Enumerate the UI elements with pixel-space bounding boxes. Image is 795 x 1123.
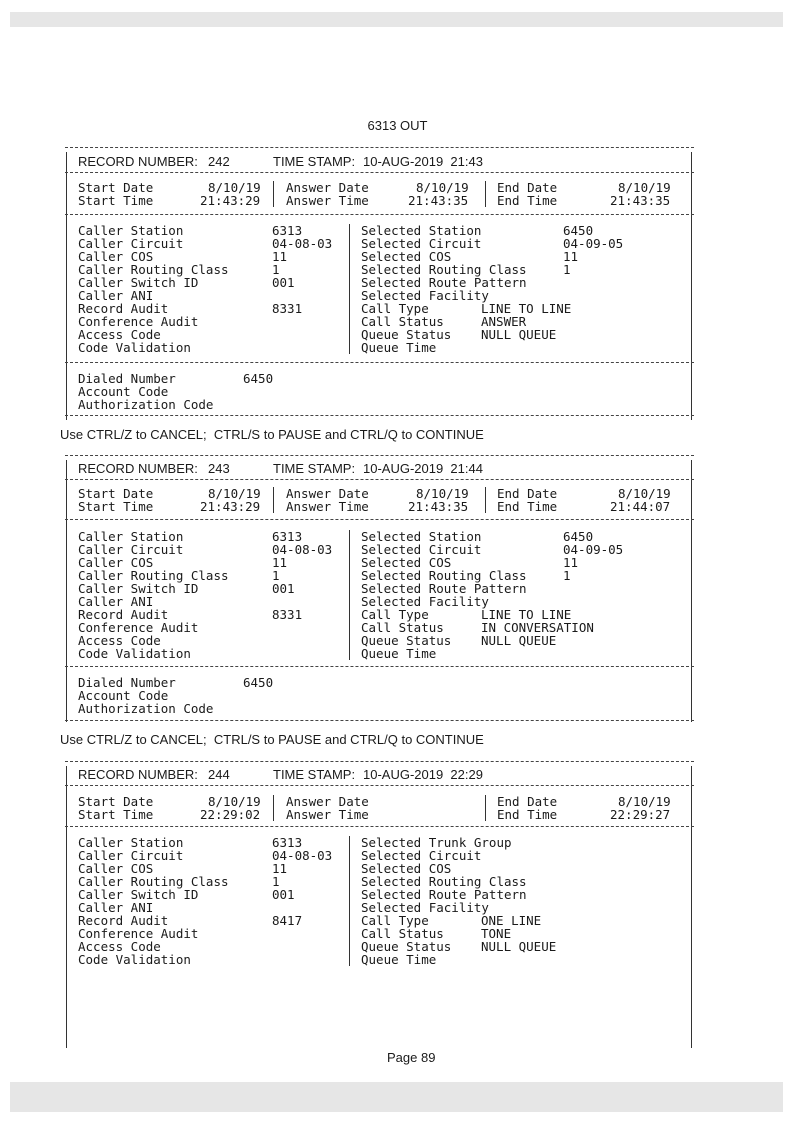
- divider: [65, 455, 694, 456]
- selected-cos-value: 11: [563, 249, 579, 264]
- authorization-code-label: Authorization Code: [78, 701, 214, 716]
- caller-station-label: Caller Station: [78, 529, 184, 544]
- time-stamp-label: TIME STAMP:: [273, 154, 356, 169]
- call-type-value: LINE TO LINE: [481, 607, 572, 622]
- caller-switch-id-label: Caller Switch ID: [78, 581, 199, 596]
- caller-station-value: 6313: [272, 529, 303, 544]
- record-number-label: RECORD NUMBER:: [78, 154, 198, 169]
- selected-routing-class-label: Selected Routing Class: [361, 262, 527, 277]
- separator: [485, 487, 486, 513]
- access-code-label: Access Code: [78, 327, 161, 342]
- end-date-value: 8/10/19: [618, 794, 671, 809]
- start-time-label: Start Time: [78, 193, 154, 208]
- divider: [65, 720, 694, 721]
- selected-routing-class-label: Selected Routing Class: [361, 568, 527, 583]
- time-stamp-value: 10-AUG-2019 21:43: [363, 154, 483, 169]
- selected-cos-label: Selected COS: [361, 861, 452, 876]
- answer-date-label: Answer Date: [286, 794, 369, 809]
- answer-date-value: 8/10/19: [416, 486, 469, 501]
- queue-status-value: NULL QUEUE: [481, 327, 557, 342]
- divider: [65, 479, 694, 480]
- conference-audit-label: Conference Audit: [78, 314, 199, 329]
- selected-cos-label: Selected COS: [361, 555, 452, 570]
- caller-circuit-label: Caller Circuit: [78, 542, 184, 557]
- dialed-number-value: 6450: [243, 675, 274, 690]
- end-time-value: 21:43:35: [610, 193, 671, 208]
- time-stamp-value: 10-AUG-2019 22:29: [363, 767, 483, 782]
- account-code-label: Account Code: [78, 688, 169, 703]
- record-number-value: 244: [208, 767, 230, 782]
- call-status-label: Call Status: [361, 620, 444, 635]
- selected-circuit-value: 04-09-05: [563, 542, 624, 557]
- border-left: [66, 152, 67, 420]
- border-left: [66, 766, 67, 1048]
- record-audit-label: Record Audit: [78, 913, 169, 928]
- call-status-label: Call Status: [361, 314, 444, 329]
- queue-status-value: NULL QUEUE: [481, 939, 557, 954]
- conference-audit-label: Conference Audit: [78, 620, 199, 635]
- caller-ani-label: Caller ANI: [78, 594, 154, 609]
- queue-status-label: Queue Status: [361, 939, 452, 954]
- record-audit-label: Record Audit: [78, 607, 169, 622]
- time-stamp-label: TIME STAMP:: [273, 461, 356, 476]
- separator: [349, 224, 350, 354]
- answer-date-label: Answer Date: [286, 486, 369, 501]
- dialed-number-label: Dialed Number: [78, 371, 176, 386]
- queue-status-label: Queue Status: [361, 633, 452, 648]
- divider: [65, 415, 694, 416]
- divider: [65, 147, 694, 148]
- record-audit-value: 8417: [272, 913, 303, 928]
- caller-circuit-value: 04-08-03: [272, 236, 333, 251]
- answer-time-value: 21:43:35: [408, 193, 469, 208]
- call-status-value: ANSWER: [481, 314, 527, 329]
- end-time-label: End Time: [497, 807, 558, 822]
- caller-switch-id-value: 001: [272, 581, 295, 596]
- caller-ani-label: Caller ANI: [78, 900, 154, 915]
- dialed-number-value: 6450: [243, 371, 274, 386]
- caller-station-label: Caller Station: [78, 223, 184, 238]
- end-date-label: End Date: [497, 794, 558, 809]
- selected-route-pattern-label: Selected Route Pattern: [361, 275, 527, 290]
- code-validation-label: Code Validation: [78, 646, 191, 661]
- queue-time-label: Queue Time: [361, 952, 437, 967]
- answer-time-value: 21:43:35: [408, 499, 469, 514]
- call-type-label: Call Type: [361, 913, 429, 928]
- separator: [485, 795, 486, 821]
- call-type-value: ONE LINE: [481, 913, 542, 928]
- caller-switch-id-value: 001: [272, 887, 295, 902]
- answer-time-label: Answer Time: [286, 499, 369, 514]
- caller-cos-label: Caller COS: [78, 861, 154, 876]
- call-type-label: Call Type: [361, 301, 429, 316]
- selected-circuit-label: Selected Circuit: [361, 236, 482, 251]
- selected-trunk-group-label: Selected Trunk Group: [361, 835, 512, 850]
- caller-routing-class-value: 1: [272, 262, 280, 277]
- caller-routing-class-value: 1: [272, 874, 280, 889]
- start-date-value: 8/10/19: [208, 794, 261, 809]
- caller-switch-id-label: Caller Switch ID: [78, 887, 199, 902]
- caller-cos-value: 11: [272, 555, 288, 570]
- divider: [65, 761, 694, 762]
- divider: [65, 214, 694, 215]
- dialed-number-label: Dialed Number: [78, 675, 176, 690]
- divider: [65, 826, 694, 827]
- caller-routing-class-value: 1: [272, 568, 280, 583]
- start-time-value: 21:43:29: [200, 499, 261, 514]
- selected-station-value: 6450: [563, 223, 594, 238]
- caller-circuit-value: 04-08-03: [272, 848, 333, 863]
- divider: [65, 666, 694, 667]
- selected-routing-class-value: 1: [563, 262, 571, 277]
- start-time-value: 22:29:02: [200, 807, 261, 822]
- caller-cos-value: 11: [272, 249, 288, 264]
- caller-cos-label: Caller COS: [78, 249, 154, 264]
- selected-station-label: Selected Station: [361, 529, 482, 544]
- end-time-label: End Time: [497, 499, 558, 514]
- start-date-label: Start Date: [78, 794, 154, 809]
- caller-station-value: 6313: [272, 223, 303, 238]
- code-validation-label: Code Validation: [78, 340, 191, 355]
- end-date-label: End Date: [497, 486, 558, 501]
- border-right: [691, 460, 692, 722]
- call-type-value: LINE TO LINE: [481, 301, 572, 316]
- divider: [65, 362, 694, 363]
- time-stamp-value: 10-AUG-2019 21:44: [363, 461, 483, 476]
- scan-edge-bottom: [10, 1082, 783, 1112]
- caller-ani-label: Caller ANI: [78, 288, 154, 303]
- end-date-label: End Date: [497, 180, 558, 195]
- border-right: [691, 766, 692, 1048]
- record-audit-value: 8331: [272, 607, 303, 622]
- cancel-hint: Use CTRL/Z to CANCEL; CTRL/S to PAUSE and CTRL/Q to CONTINUE: [60, 732, 484, 747]
- access-code-label: Access Code: [78, 939, 161, 954]
- account-code-label: Account Code: [78, 384, 169, 399]
- separator: [349, 530, 350, 660]
- selected-cos-label: Selected COS: [361, 249, 452, 264]
- call-type-label: Call Type: [361, 607, 429, 622]
- start-date-label: Start Date: [78, 180, 154, 195]
- separator: [273, 487, 274, 513]
- caller-cos-value: 11: [272, 861, 288, 876]
- caller-circuit-label: Caller Circuit: [78, 848, 184, 863]
- divider: [65, 519, 694, 520]
- answer-date-label: Answer Date: [286, 180, 369, 195]
- end-time-label: End Time: [497, 193, 558, 208]
- end-date-value: 8/10/19: [618, 180, 671, 195]
- time-stamp-label: TIME STAMP:: [273, 767, 356, 782]
- selected-routing-class-value: 1: [563, 568, 571, 583]
- answer-time-label: Answer Time: [286, 807, 369, 822]
- queue-time-label: Queue Time: [361, 340, 437, 355]
- record-audit-value: 8331: [272, 301, 303, 316]
- record-number-label: RECORD NUMBER:: [78, 461, 198, 476]
- record-audit-label: Record Audit: [78, 301, 169, 316]
- border-right: [691, 152, 692, 420]
- caller-station-value: 6313: [272, 835, 303, 850]
- divider: [65, 785, 694, 786]
- selected-circuit-value: 04-09-05: [563, 236, 624, 251]
- divider: [65, 172, 694, 173]
- end-time-value: 22:29:27: [610, 807, 671, 822]
- scan-edge-top: [10, 12, 783, 27]
- selected-facility-label: Selected Facility: [361, 288, 489, 303]
- separator: [273, 795, 274, 821]
- record-number-value: 242: [208, 154, 230, 169]
- queue-status-label: Queue Status: [361, 327, 452, 342]
- selected-station-value: 6450: [563, 529, 594, 544]
- selected-routing-class-label: Selected Routing Class: [361, 874, 527, 889]
- authorization-code-label: Authorization Code: [78, 397, 214, 412]
- selected-cos-value: 11: [563, 555, 579, 570]
- queue-status-value: NULL QUEUE: [481, 633, 557, 648]
- page-number: Page 89: [387, 1050, 436, 1065]
- cancel-hint: Use CTRL/Z to CANCEL; CTRL/S to PAUSE and CTRL/Q to CONTINUE: [60, 427, 484, 442]
- caller-routing-class-label: Caller Routing Class: [78, 262, 229, 277]
- start-time-label: Start Time: [78, 499, 154, 514]
- selected-route-pattern-label: Selected Route Pattern: [361, 581, 527, 596]
- call-status-value: TONE: [481, 926, 512, 941]
- start-date-value: 8/10/19: [208, 180, 261, 195]
- access-code-label: Access Code: [78, 633, 161, 648]
- record-number-label: RECORD NUMBER:: [78, 767, 198, 782]
- page-title: 6313 OUT: [367, 118, 428, 133]
- start-time-label: Start Time: [78, 807, 154, 822]
- end-time-value: 21:44:07: [610, 499, 671, 514]
- caller-switch-id-label: Caller Switch ID: [78, 275, 199, 290]
- caller-routing-class-label: Caller Routing Class: [78, 568, 229, 583]
- separator: [349, 836, 350, 966]
- selected-station-label: Selected Station: [361, 223, 482, 238]
- call-status-label: Call Status: [361, 926, 444, 941]
- queue-time-label: Queue Time: [361, 646, 437, 661]
- caller-circuit-value: 04-08-03: [272, 542, 333, 557]
- caller-circuit-label: Caller Circuit: [78, 236, 184, 251]
- caller-switch-id-value: 001: [272, 275, 295, 290]
- answer-time-label: Answer Time: [286, 193, 369, 208]
- caller-station-label: Caller Station: [78, 835, 184, 850]
- separator: [273, 181, 274, 207]
- selected-facility-label: Selected Facility: [361, 594, 489, 609]
- selected-facility-label: Selected Facility: [361, 900, 489, 915]
- conference-audit-label: Conference Audit: [78, 926, 199, 941]
- start-date-value: 8/10/19: [208, 486, 261, 501]
- selected-route-pattern-label: Selected Route Pattern: [361, 887, 527, 902]
- selected-circuit-label: Selected Circuit: [361, 542, 482, 557]
- code-validation-label: Code Validation: [78, 952, 191, 967]
- caller-cos-label: Caller COS: [78, 555, 154, 570]
- start-date-label: Start Date: [78, 486, 154, 501]
- caller-routing-class-label: Caller Routing Class: [78, 874, 229, 889]
- record-number-value: 243: [208, 461, 230, 476]
- start-time-value: 21:43:29: [200, 193, 261, 208]
- separator: [485, 181, 486, 207]
- end-date-value: 8/10/19: [618, 486, 671, 501]
- call-status-value: IN CONVERSATION: [481, 620, 594, 635]
- answer-date-value: 8/10/19: [416, 180, 469, 195]
- selected-circuit-label: Selected Circuit: [361, 848, 482, 863]
- border-left: [66, 460, 67, 722]
